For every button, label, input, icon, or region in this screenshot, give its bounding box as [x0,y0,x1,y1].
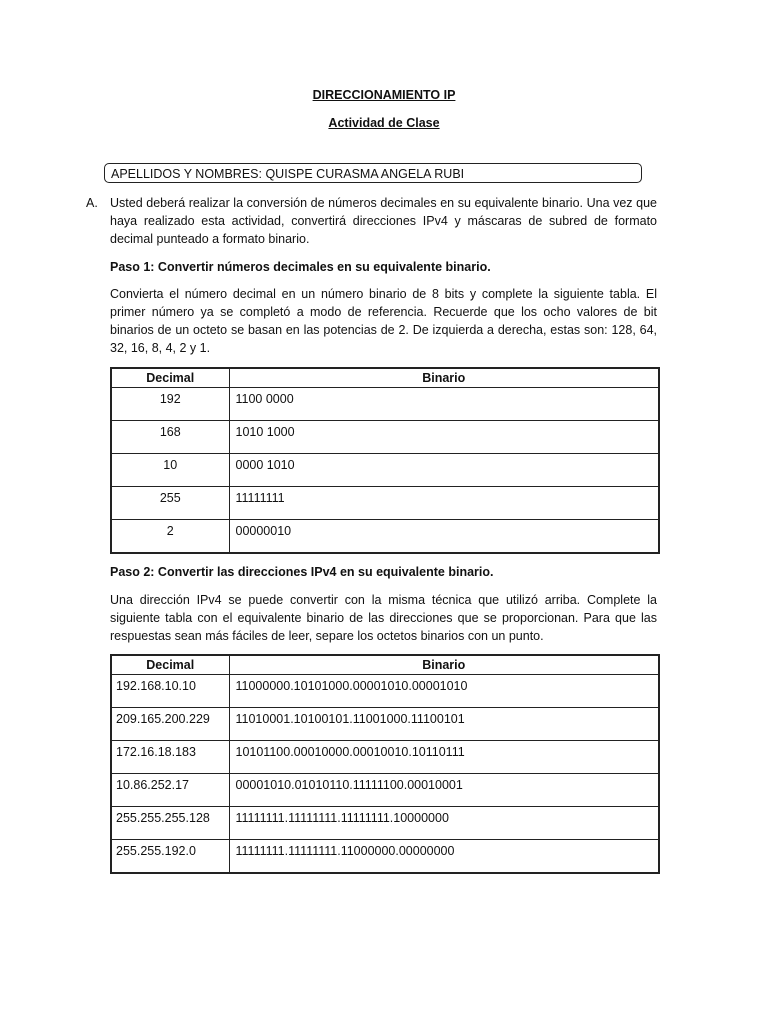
table-row [111,388,659,421]
ip-decimal-cell: 172.16.18.183 [111,741,229,774]
table-row [111,520,659,554]
ipv4-binary-table [110,654,660,874]
ip-decimal-cell: 255.255.192.0 [111,840,229,874]
decimal-cell: 192 [111,388,229,421]
ip-binary-cell: 11000000.10101000.00001010.00001010 [229,675,659,708]
decimal-cell: 255 [111,487,229,520]
ip-binary-cell: 10101100.00010000.00010010.10110111 [229,741,659,774]
section-letter: A. [86,196,98,210]
ip-decimal-cell: 209.165.200.229 [111,708,229,741]
column-header-decimal: Decimal [111,368,229,388]
ip-decimal-cell: 192.168.10.10 [111,675,229,708]
table-header-row [111,655,659,675]
ip-binary-cell: 11010001.10100101.11001000.11100101 [229,708,659,741]
binary-cell: 11111111 [229,487,659,520]
table-row [111,807,659,840]
step2-text: Una dirección IPv4 se puede convertir con la misma técnica que utilizó arriba. Complete la siguiente tabla con el equivalente binario de las direcciones que se proporcionan. Para que las respuestas sean más fáciles de leer, separe los octetos binarios con un punto. [110,593,657,643]
table-row [111,741,659,774]
ip-decimal-cell: 255.255.255.128 [111,807,229,840]
decimal-cell: 10 [111,454,229,487]
binary-cell: 1100 0000 [229,388,659,421]
table-row [111,774,659,807]
ip-binary-cell: 11111111.11111111.11000000.00000000 [229,840,659,874]
table-header-row [111,368,659,388]
table-row [111,708,659,741]
binary-cell: 1010 1000 [229,421,659,454]
decimal-cell: 168 [111,421,229,454]
step1-heading: Paso 1: Convertir números decimales en su equivalente binario. [110,260,491,274]
table-row [111,675,659,708]
ip-binary-cell: 11111111.11111111.11111111.10000000 [229,807,659,840]
table-row [111,487,659,520]
table-row [111,454,659,487]
table-row [111,421,659,454]
step2-heading: Paso 2: Convertir las direcciones IPv4 en su equivalente binario. [110,565,494,579]
decimal-cell: 2 [111,520,229,554]
ip-decimal-cell: 10.86.252.17 [111,774,229,807]
student-name-box: APELLIDOS Y NOMBRES: QUISPE CURASMA ANGELA RUBI [104,163,642,183]
binary-cell: 00000010 [229,520,659,554]
section-intro: Usted deberá realizar la conversión de números decimales en su equivalente binario. Una vez que haya realizado esta actividad, convertirá direcciones IPv4 y máscaras de subred de formato decimal punteado a formato binario. [110,196,657,246]
document-title: DIRECCIONAMIENTO IP [312,88,456,102]
binary-cell: 0000 1010 [229,454,659,487]
document-subtitle: Actividad de Clase [328,116,440,130]
column-header-decimal: Decimal [111,655,229,675]
table-row [111,840,659,874]
step1-text: Convierta el número decimal en un número binario de 8 bits y complete la siguiente tabla. El primer número ya se completó a modo de referencia. Recuerde que los ocho valores de bit binarios de un octeto se basan en las potencias de 2. De izquierda a derecha, estas son: 128, 64, 32, 16, 8, 4, 2 y 1. [110,287,657,355]
column-header-binary: Binario [229,368,659,388]
decimal-binary-table [110,367,660,554]
ip-binary-cell: 00001010.01010110.11111100.00010001 [229,774,659,807]
column-header-binary: Binario [229,655,659,675]
